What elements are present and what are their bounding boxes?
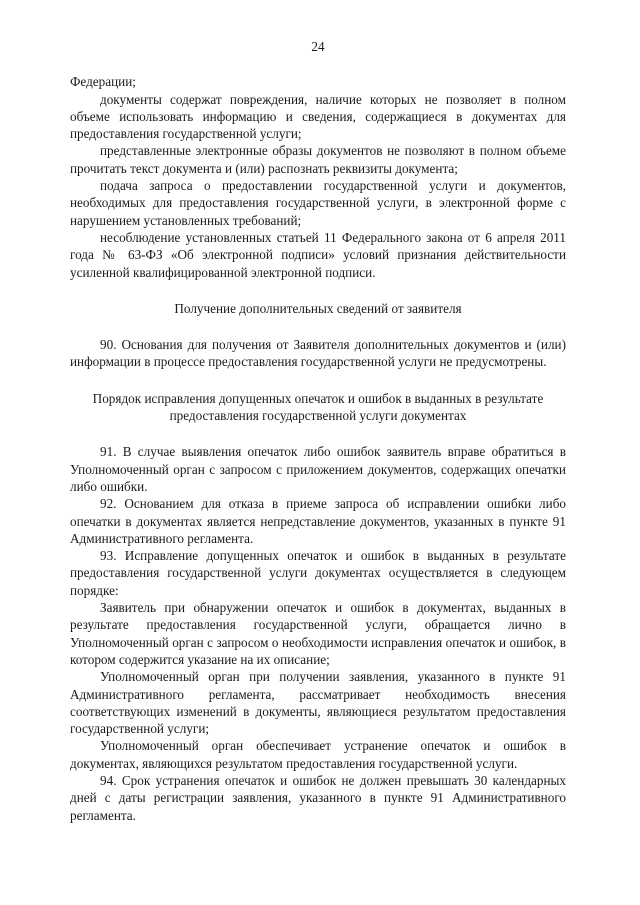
paragraph-electronic-form-violation: подача запроса о предоставлении государственной услуги и документов, необходимых для предоставления государственной услуги, в электронной форме с нарушением установленных требований; bbox=[70, 178, 566, 228]
paragraph-91: 91. В случае выявления опечаток либо ошибок заявитель вправе обратиться в Уполномоченный орган с запросом с приложением документов, содержащих опечатки либо ошибки. bbox=[70, 444, 566, 494]
page-number: 24 bbox=[311, 39, 325, 54]
paragraph-93-authority-correction: Уполномоченный орган обеспечивает устранение опечаток и ошибок в документах, являющихся результатом предоставления государственной услуги. bbox=[70, 738, 566, 771]
paragraph-93-authority-review: Уполномоченный орган при получении заявления, указанного в пункте 91 Административного регламента, рассматривает необходимость внесения соответствующих изменений в документы, являющиеся результатом предоставления государственной услуги; bbox=[70, 669, 566, 737]
paragraph-continuation: Федерации; bbox=[70, 74, 136, 90]
document-page bbox=[70, 38, 566, 824]
paragraph-93: 93. Исправление допущенных опечаток и ошибок в выданных в результате предоставления государственной услуги документах осуществляется в следующем порядке: bbox=[70, 548, 566, 598]
paragraph-damaged-documents: документы содержат повреждения, наличие которых не позволяет в полном объеме использовать информацию и сведения, содержащиеся в документах для предоставления государственной услуги; bbox=[70, 91, 566, 142]
section-heading-error-correction: Порядок исправления допущенных опечаток и ошибок в выданных в результате предоставления государственной услуги документах bbox=[92, 390, 544, 424]
paragraph-94: 94. Срок устранения опечаток и ошибок не должен превышать 30 календарных дней с даты регистрации заявления, указанного в пункте 91 Административного регламента. bbox=[70, 772, 566, 823]
paragraph-92: 92. Основанием для отказа в приеме запроса об исправлении ошибки либо опечатки в документах является непредставление документов, указанных в пункте 91 Административного регламента. bbox=[70, 496, 566, 546]
paragraph-90: 90. Основания для получения от Заявителя дополнительных документов и (или) информации в процессе предоставления государственной услуги не предусмотрены. bbox=[70, 337, 566, 370]
paragraph-electronic-images: представленные электронные образы документов не позволяют в полном объеме прочитать текст документа и (или) распознать реквизиты документа; bbox=[70, 143, 566, 176]
paragraph-93-applicant: Заявитель при обнаружении опечаток и ошибок в документах, выданных в результате предоставления государственной услуги, обращается лично в Уполномоченный орган с запросом о необходимости исправления опечаток и ошибок, в котором содержится указание на их описание; bbox=[70, 600, 566, 667]
paragraph-electronic-signature: несоблюдение установленных статьей 11 Федерального закона от 6 апреля 2011 года № 63-ФЗ «Об электронной подписи» условий признания действительности усиленной квалифицированной электронной подписи. bbox=[70, 229, 566, 280]
section-heading-additional-info: Получение дополнительных сведений от заявителя bbox=[174, 300, 462, 316]
